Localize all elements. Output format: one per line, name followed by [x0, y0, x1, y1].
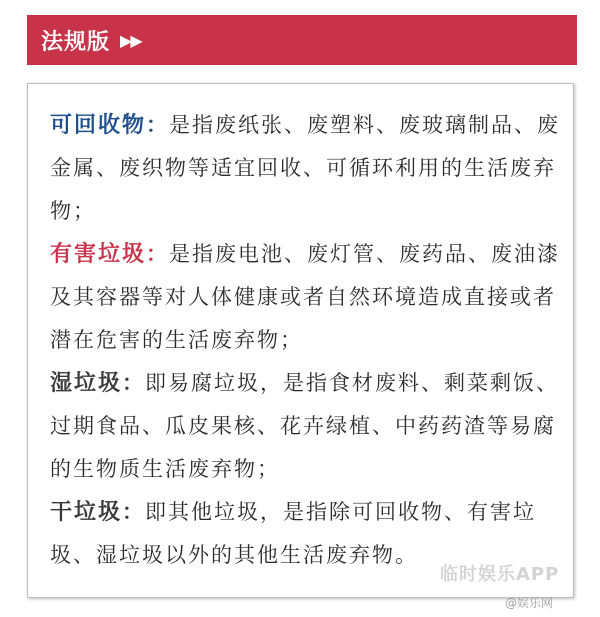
definition-recyclable: [50, 104, 560, 233]
definition-text: 即易腐垃圾，是指食材废料、剩菜剩饭、过期食品、瓜皮果核、花卉绿植、中药药渣等易腐的生物质生活废弃物；: [50, 371, 560, 481]
term-recyclable: 可回收物: [50, 113, 147, 138]
term-colon: ：: [122, 500, 146, 524]
term-hazardous: 有害垃圾: [50, 242, 147, 267]
watermark: 临时娱乐APP: [440, 564, 560, 585]
term-colon: ：: [146, 113, 170, 137]
term-colon: ：: [122, 371, 146, 395]
definitions-box: [27, 83, 574, 598]
double-arrow-icon: ▶▶: [120, 30, 141, 50]
term-wet: 湿垃圾: [50, 371, 123, 396]
section-title: 法规版: [41, 29, 111, 55]
section-header: [27, 15, 577, 65]
term-dry: 干垃圾: [50, 500, 123, 525]
definition-wet: [50, 362, 560, 491]
definition-hazardous: [50, 233, 560, 362]
definition-text: 是指废纸张、废塑料、废玻璃制品、废金属、废织物等适宜回收、可循环利用的生活废弃物；: [50, 113, 561, 223]
definition-text: 即其他垃圾，是指除可回收物、有害垃圾、湿垃圾以外的其他生活废弃物。: [50, 500, 537, 567]
term-colon: ：: [146, 242, 170, 266]
definition-text: 是指废电池、废灯管、废药品、废油漆及其容器等对人体健康或者自然环境造成直接或者潜在危害的生活废弃物；: [50, 242, 561, 352]
watermark-source: @娱乐网: [505, 596, 554, 610]
